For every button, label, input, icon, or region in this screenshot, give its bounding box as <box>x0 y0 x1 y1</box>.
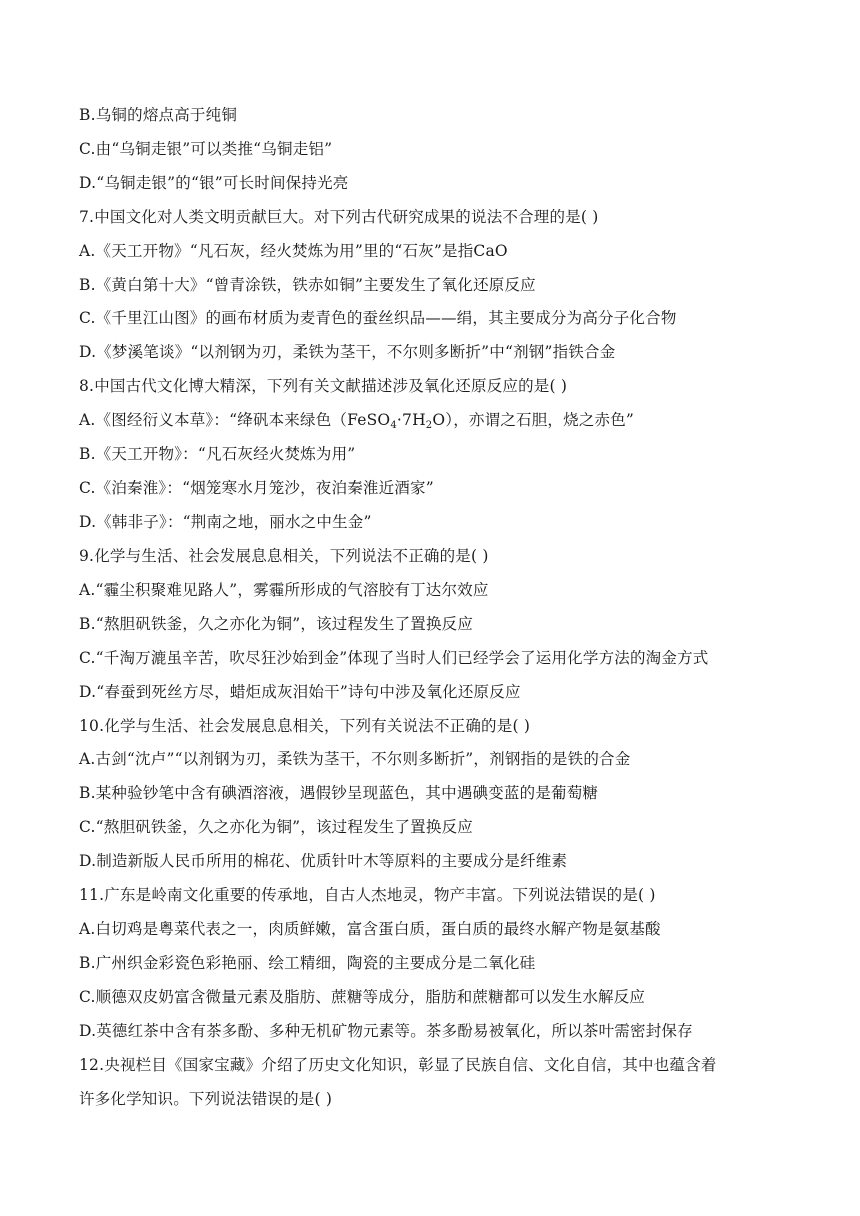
question-7-option-d: D.《梦溪笔谈》“以剂钢为刃，柔铁为茎干，不尔则多断折”中“剂钢”指铁合金 <box>79 343 616 361</box>
option-b-melting-point: B.乌铜的熔点高于纯铜 <box>79 106 238 124</box>
question-11-option-c: C.顺德双皮奶富含微量元素及脂肪、蔗糖等成分，脂肪和蔗糖都可以发生水解反应 <box>79 988 646 1006</box>
question-11-stem: 11.广东是岭南文化重要的传承地，自古人杰地灵，物产丰富。下列说法错误的是( ) <box>79 886 656 904</box>
question-8-stem: 8.中国古代文化博大精深，下列有关文献描述涉及氧化还原反应的是( ) <box>79 377 568 395</box>
formula-subscript-2: 2 <box>425 420 433 431</box>
question-11-option-d: D.英德红茶中含有茶多酚、多种无机矿物元素等。茶多酚易被氧化，所以茶叶需密封保存 <box>79 1022 693 1040</box>
question-7-option-a: A.《天工开物》“凡石灰，经火焚炼为用”里的“石灰”是指CaO <box>79 242 508 260</box>
question-9-option-d: D.“春蚕到死丝方尽，蜡炬成灰泪始干”诗句中涉及氧化还原反应 <box>79 683 521 701</box>
question-7-option-c: C.《千里江山图》的画布材质为麦青色的蚕丝织品——绢，其主要成分为高分子化合物 <box>79 309 677 327</box>
formula-subscript-1: 4 <box>390 420 397 431</box>
question-10-stem: 10.化学与生活、社会发展息息相关，下列有关说法不正确的是( ) <box>79 717 531 735</box>
formula-part-3: O <box>432 411 446 429</box>
question-10-option-c: C.“熬胆矾铁釜，久之亦化为铜”，该过程发生了置换反应 <box>79 818 473 836</box>
question-11-option-a: A.白切鸡是粤菜代表之一，肉质鲜嫩，富含蛋白质，蛋白质的最终水解产物是氨基酸 <box>79 920 661 938</box>
question-7-option-b: B.《黄白第十大》“曾青涂铁，铁赤如铜”主要发生了氧化还原反应 <box>79 276 536 294</box>
question-9-option-b: B.“熬胆矾铁釜，久之亦化为铜”，该过程发生了置换反应 <box>79 615 474 633</box>
question-9-option-c: C.“千淘万漉虽辛苦，吹尽狂沙始到金”体现了当时人们已经学会了运用化学方法的淘金方式 <box>79 649 709 667</box>
question-10-option-b: B.某种验钞笔中含有碘酒溶液，遇假钞呈现蓝色，其中遇碘变蓝的是葡萄糖 <box>79 784 599 802</box>
question-8-option-b: B.《天工开物》：“凡石灰经火焚炼为用” <box>79 445 356 463</box>
formula-part-1: FeSO <box>347 411 391 429</box>
option-a-prefix: A.《图经衍义本草》：“绛矾本来绿色（ <box>79 411 348 429</box>
option-a-suffix: ），亦谓之石胆，烧之赤色” <box>445 411 635 429</box>
question-9-option-a: A.“霾尘积聚难见路人”，雾霾所形成的气溶胶有丁达尔效应 <box>79 581 489 599</box>
question-7-stem: 7.中国文化对人类文明贡献巨大。对下列古代研究成果的说法不合理的是( ) <box>79 208 599 226</box>
question-8-option-c: C.《泊秦淮》：“烟笼寒水月笼沙，夜泊秦淮近酒家” <box>79 479 434 497</box>
question-8-option-a <box>79 410 634 430</box>
question-11-option-b: B.广州织金彩瓷色彩艳丽、绘工精细，陶瓷的主要成分是二氧化硅 <box>79 954 536 972</box>
question-12-stem: 12.央视栏目《国家宝藏》介绍了历史文化知识，彰显了民族自信、文化自信，其中也蕴含着 <box>79 1056 717 1074</box>
question-8-option-d: D.《韩非子》：“荆南之地，丽水之中生金” <box>79 513 372 531</box>
question-12-stem-continued: 许多化学知识。下列说法错误的是( ) <box>79 1090 333 1108</box>
question-9-stem: 9.化学与生活、社会发展息息相关，下列说法不正确的是( ) <box>79 547 489 565</box>
formula-part-2: ·7H <box>396 411 426 429</box>
option-d-silver-luster: D.“乌铜走银”的“银”可长时间保持光亮 <box>79 174 349 192</box>
question-10-option-a: A.古剑“沈卢”“以剂钢为刃，柔铁为茎干，不尔则多断折”，剂钢指的是铁的合金 <box>79 750 631 768</box>
option-c-analogy: C.由“乌铜走银”可以类推“乌铜走铝” <box>79 140 333 158</box>
question-10-option-d: D.制造新版人民币所用的棉花、优质针叶木等原料的主要成分是纤维素 <box>79 852 568 870</box>
